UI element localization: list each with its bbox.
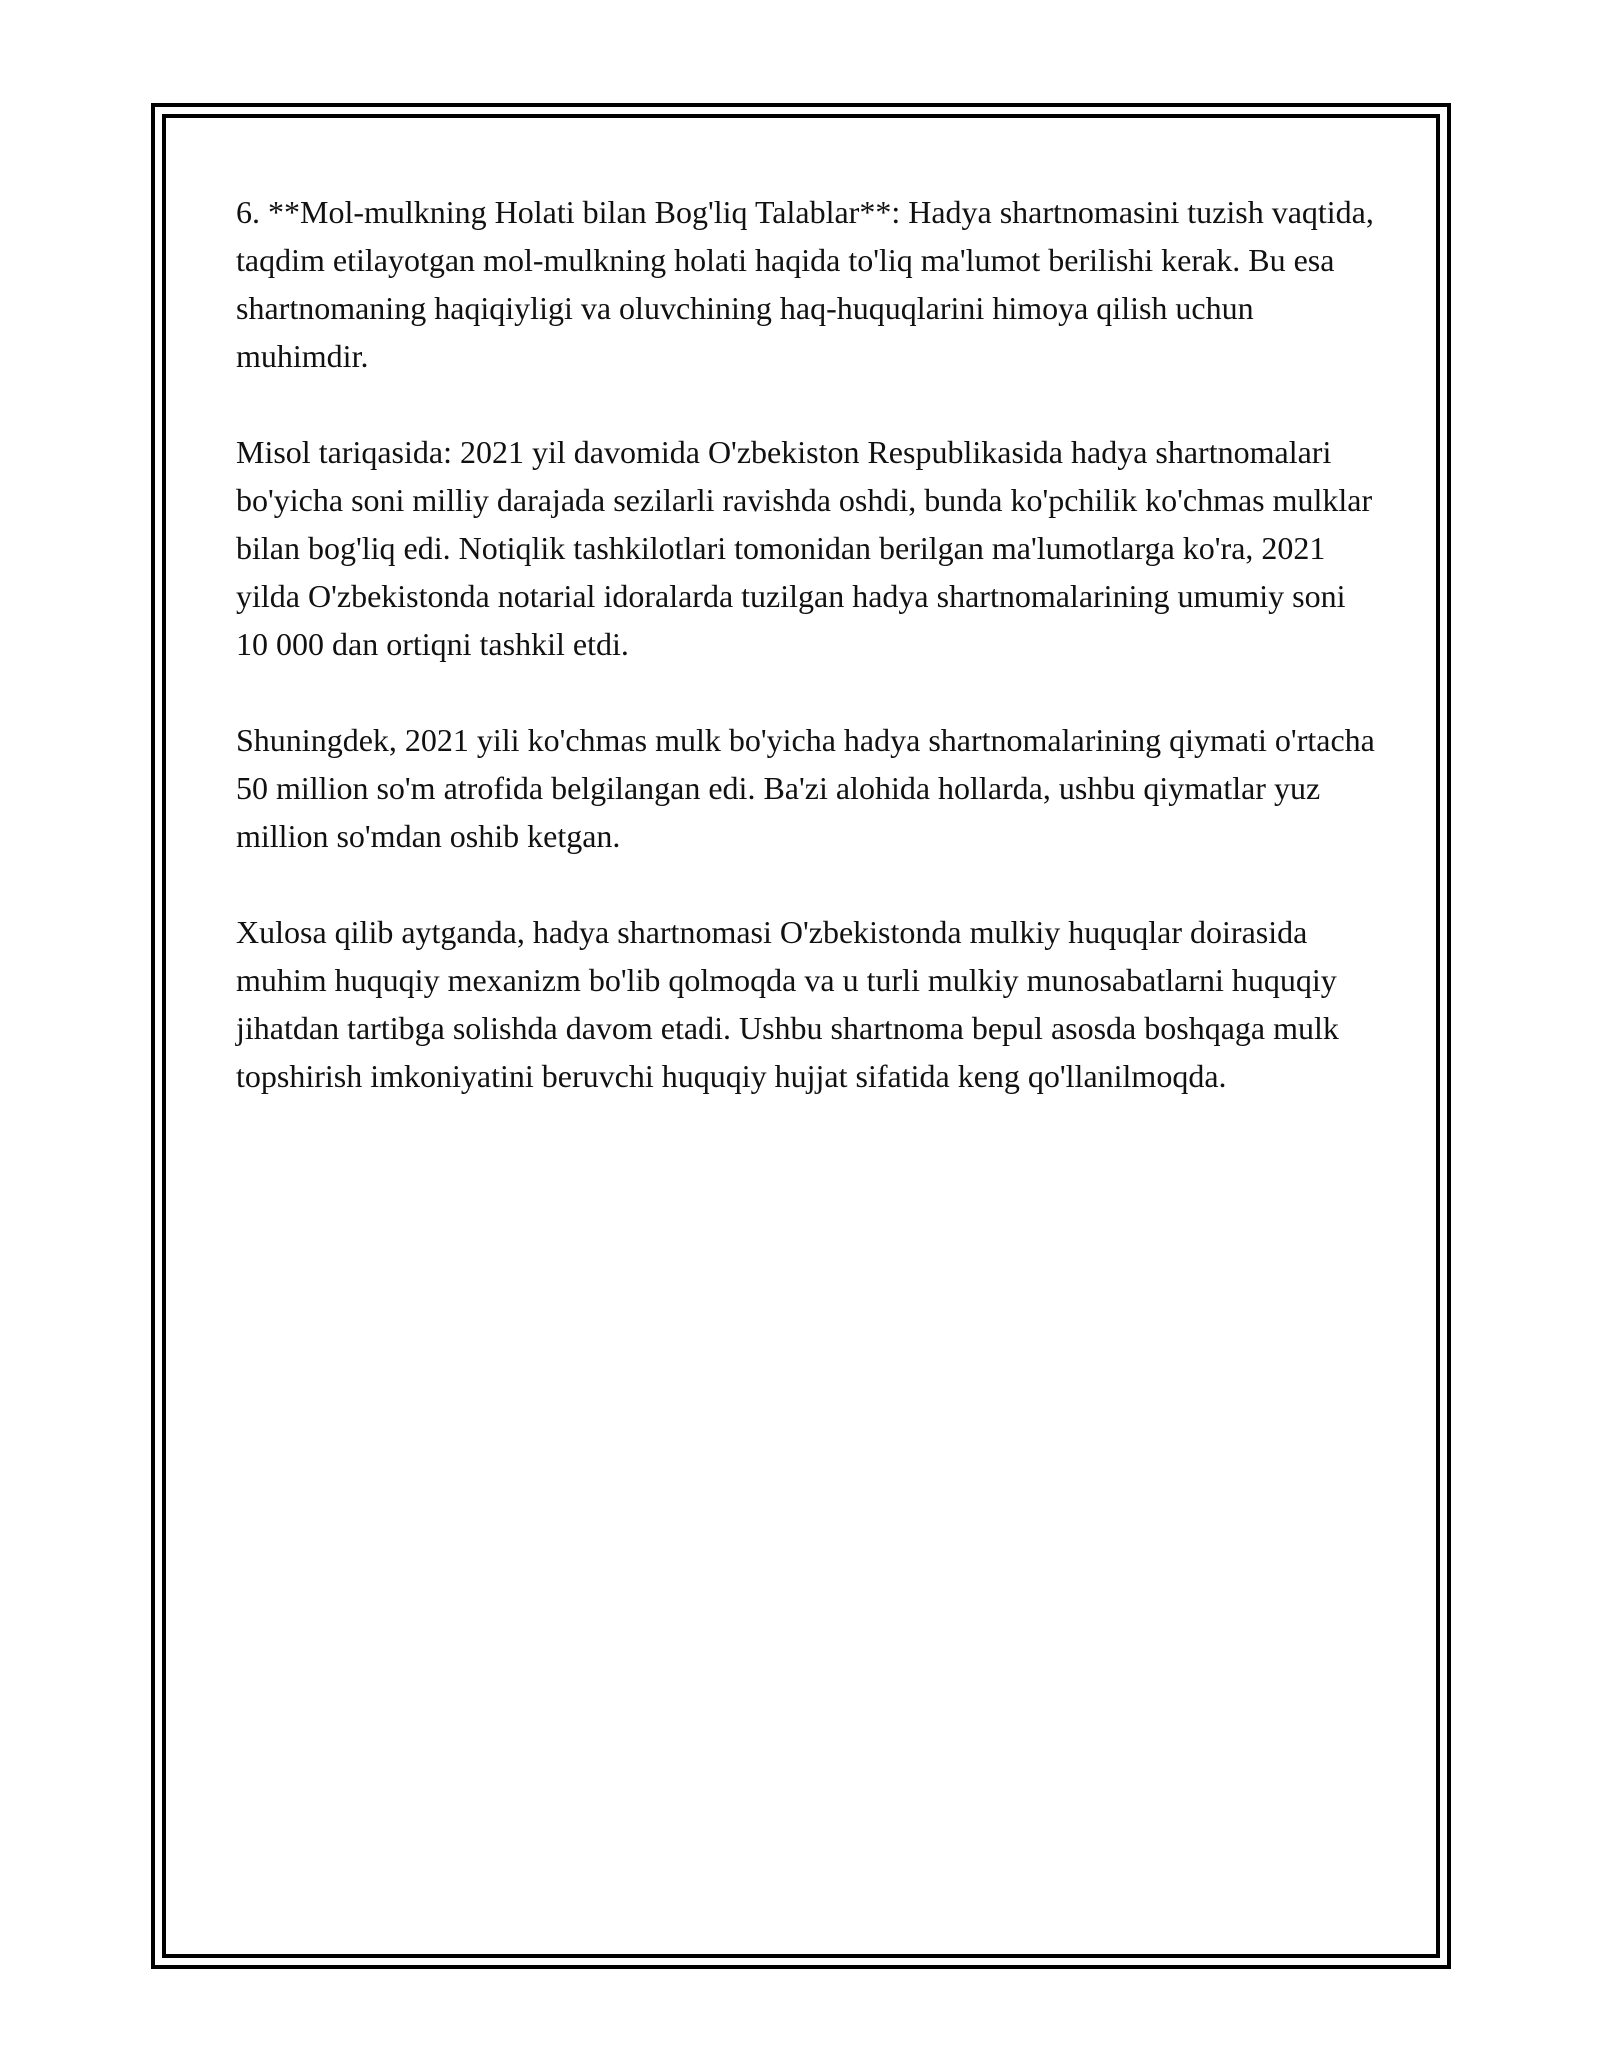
paragraph-property-condition-requirements: 6. **Mol-mulkning Holati bilan Bog'liq Talablar**: Hadya shartnomasini tuzish vaqtida, taqdim etilayotgan mol-mulkning holati haqida to'liq ma'lumot berilishi kerak. Bu esa shartnomaning haqiqiyligi va oluvchining haq-huquqlarini himoya qilish uchun muhimdir.: [236, 194, 1374, 374]
paragraph-example-2021-statistics: Misol tariqasida: 2021 yil davomida O'zbekiston Respublikasida hadya shartnomalari bo'yicha soni milliy darajada sezilarli ravishda oshdi, bunda ko'pchilik ko'chmas mulklar bilan bog'liq edi. Notiqlik tashkilotlari tomonidan berilgan ma'lumotlarga ko'ra, 2021 yilda O'zbekistonda notarial idoralarda tuzilgan hadya shartnomalarining umumiy soni 10 000 dan ortiqni tashkil etdi.: [236, 434, 1373, 662]
paragraph-average-value: Shuningdek, 2021 yili ko'chmas mulk bo'yicha hadya shartnomalarining qiymati o'rtacha 50 million so'm atrofida belgilangan edi. Ba'zi alohida hollarda, ushbu qiymatlar yuz million so'mdan oshib ketgan.: [236, 722, 1375, 854]
paragraph-conclusion: Xulosa qilib aytganda, hadya shartnomasi O'zbekistonda mulkiy huquqlar doirasida muhim huquqiy mexanizm bo'lib qolmoqda va u turli mulkiy munosabatlarni huquqiy jihatdan tartibga solishda davom etadi. Ushbu shartnoma bepul asosda boshqaga mulk topshirish imkoniyatini beruvchi huquqiy hujjat sifatida keng qo'llanilmoqda.: [236, 914, 1339, 1094]
document-body: [236, 188, 1376, 1148]
